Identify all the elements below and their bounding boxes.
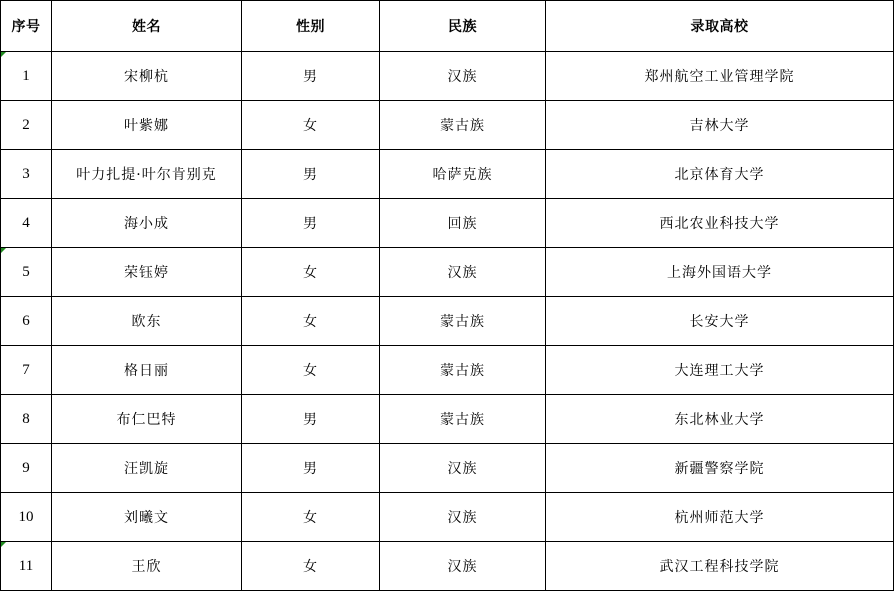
student-gender-text: 女 bbox=[303, 363, 318, 379]
student-name bbox=[52, 444, 242, 493]
admitted-school bbox=[546, 297, 894, 346]
cell-marker bbox=[1, 248, 6, 253]
student-name-text: 海小成 bbox=[124, 216, 169, 232]
admitted-school bbox=[546, 150, 894, 199]
student-ethnicity-text: 汉族 bbox=[447, 69, 478, 85]
student-name-text: 格日丽 bbox=[124, 363, 169, 379]
student-name-text: 叶紫娜 bbox=[124, 118, 169, 134]
student-gender bbox=[242, 297, 380, 346]
student-ethnicity-text: 汉族 bbox=[447, 510, 478, 526]
admitted-school-text: 武汉工程科技学院 bbox=[659, 559, 780, 575]
row-number-text: 9 bbox=[22, 459, 30, 476]
row-number bbox=[1, 346, 52, 395]
student-ethnicity-text: 汉族 bbox=[447, 265, 478, 281]
student-ethnicity bbox=[380, 493, 546, 542]
admitted-school bbox=[546, 444, 894, 493]
student-gender bbox=[242, 395, 380, 444]
row-number bbox=[1, 542, 52, 591]
cell-marker bbox=[1, 52, 6, 57]
student-ethnicity-text: 蒙古族 bbox=[440, 363, 485, 379]
cell-marker bbox=[1, 542, 6, 547]
table-row bbox=[1, 150, 894, 199]
student-name bbox=[52, 395, 242, 444]
table-row bbox=[1, 444, 894, 493]
student-ethnicity bbox=[380, 248, 546, 297]
student-name bbox=[52, 346, 242, 395]
row-number bbox=[1, 297, 52, 346]
row-number bbox=[1, 493, 52, 542]
student-name-text: 宋柳杭 bbox=[124, 69, 169, 85]
student-ethnicity bbox=[380, 199, 546, 248]
row-number-text: 6 bbox=[22, 312, 30, 329]
row-number-text: 5 bbox=[22, 263, 30, 280]
student-gender bbox=[242, 542, 380, 591]
student-name bbox=[52, 101, 242, 150]
student-gender-text: 女 bbox=[303, 314, 318, 330]
student-name bbox=[52, 150, 242, 199]
student-gender bbox=[242, 199, 380, 248]
row-number-text: 2 bbox=[22, 116, 30, 133]
row-number-text: 11 bbox=[18, 557, 34, 574]
row-number-text: 8 bbox=[22, 410, 30, 427]
student-name-text: 布仁巴特 bbox=[116, 412, 177, 428]
row-number bbox=[1, 199, 52, 248]
student-gender bbox=[242, 248, 380, 297]
row-number bbox=[1, 150, 52, 199]
row-number bbox=[1, 395, 52, 444]
admitted-school bbox=[546, 199, 894, 248]
student-gender-text: 男 bbox=[303, 216, 318, 232]
admitted-school bbox=[546, 395, 894, 444]
table-row bbox=[1, 493, 894, 542]
admitted-school-text: 西北农业科技大学 bbox=[659, 216, 780, 232]
student-ethnicity-text: 汉族 bbox=[447, 461, 478, 477]
student-ethnicity-text: 回族 bbox=[447, 216, 478, 232]
student-name-text: 欧东 bbox=[131, 314, 162, 330]
admitted-school bbox=[546, 248, 894, 297]
student-ethnicity bbox=[380, 444, 546, 493]
row-number-text: 10 bbox=[18, 508, 34, 525]
admitted-school bbox=[546, 52, 894, 101]
table-row bbox=[1, 297, 894, 346]
header-school: 录取高校 bbox=[546, 1, 894, 52]
student-gender-text: 男 bbox=[303, 412, 318, 428]
admitted-school bbox=[546, 493, 894, 542]
student-ethnicity bbox=[380, 101, 546, 150]
table-row bbox=[1, 542, 894, 591]
student-name bbox=[52, 52, 242, 101]
student-ethnicity-text: 蒙古族 bbox=[440, 118, 485, 134]
student-ethnicity bbox=[380, 346, 546, 395]
student-name-text: 王欣 bbox=[131, 559, 162, 575]
header-name: 姓名 bbox=[52, 1, 242, 52]
admitted-school-text: 杭州师范大学 bbox=[674, 510, 765, 526]
table-row bbox=[1, 346, 894, 395]
student-name-text: 汪凯旋 bbox=[124, 461, 169, 477]
header-gender: 性别 bbox=[242, 1, 380, 52]
student-name bbox=[52, 542, 242, 591]
header-row bbox=[1, 1, 894, 52]
row-number bbox=[1, 101, 52, 150]
student-gender bbox=[242, 52, 380, 101]
student-ethnicity-text: 蒙古族 bbox=[440, 314, 485, 330]
student-ethnicity-text: 哈萨克族 bbox=[432, 167, 493, 183]
admitted-school bbox=[546, 346, 894, 395]
admitted-school-text: 吉林大学 bbox=[689, 118, 750, 134]
header-ethnicity: 民族 bbox=[380, 1, 546, 52]
table-row bbox=[1, 101, 894, 150]
table-row bbox=[1, 395, 894, 444]
student-name bbox=[52, 199, 242, 248]
student-gender bbox=[242, 444, 380, 493]
student-name-text: 叶力扎提·叶尔肯别克 bbox=[76, 167, 217, 183]
student-gender bbox=[242, 150, 380, 199]
student-gender bbox=[242, 346, 380, 395]
student-gender-text: 男 bbox=[303, 69, 318, 85]
admitted-school bbox=[546, 101, 894, 150]
student-gender bbox=[242, 101, 380, 150]
student-gender-text: 男 bbox=[303, 461, 318, 477]
student-ethnicity-text: 蒙古族 bbox=[440, 412, 485, 428]
student-name-text: 刘曦文 bbox=[124, 510, 169, 526]
admitted-school-text: 郑州航空工业管理学院 bbox=[644, 69, 795, 85]
table-row bbox=[1, 248, 894, 297]
student-gender-text: 女 bbox=[303, 118, 318, 134]
admitted-school-text: 上海外国语大学 bbox=[667, 265, 772, 281]
row-number-text: 1 bbox=[22, 67, 30, 84]
row-number bbox=[1, 248, 52, 297]
student-ethnicity bbox=[380, 395, 546, 444]
row-number bbox=[1, 52, 52, 101]
row-number bbox=[1, 444, 52, 493]
student-gender-text: 女 bbox=[303, 265, 318, 281]
row-number-text: 7 bbox=[22, 361, 30, 378]
student-ethnicity bbox=[380, 297, 546, 346]
row-number-text: 4 bbox=[22, 214, 30, 231]
row-number-text: 3 bbox=[22, 165, 30, 182]
student-ethnicity bbox=[380, 52, 546, 101]
student-gender-text: 男 bbox=[303, 167, 318, 183]
student-ethnicity bbox=[380, 542, 546, 591]
student-name-text: 荣钰婷 bbox=[124, 265, 169, 281]
admitted-school-text: 大连理工大学 bbox=[674, 363, 765, 379]
admitted-school-text: 新疆警察学院 bbox=[674, 461, 765, 477]
student-ethnicity bbox=[380, 150, 546, 199]
table-body bbox=[1, 52, 894, 591]
table-header bbox=[1, 1, 894, 52]
table-row bbox=[1, 199, 894, 248]
student-name bbox=[52, 493, 242, 542]
admitted-school bbox=[546, 542, 894, 591]
student-name bbox=[52, 248, 242, 297]
student-gender bbox=[242, 493, 380, 542]
student-gender-text: 女 bbox=[303, 510, 318, 526]
header-no: 序号 bbox=[1, 1, 52, 52]
admitted-school-text: 长安大学 bbox=[689, 314, 750, 330]
student-name bbox=[52, 297, 242, 346]
admitted-school-text: 北京体育大学 bbox=[674, 167, 765, 183]
student-ethnicity-text: 汉族 bbox=[447, 559, 478, 575]
student-gender-text: 女 bbox=[303, 559, 318, 575]
admitted-school-text: 东北林业大学 bbox=[674, 412, 765, 428]
table-row bbox=[1, 52, 894, 101]
